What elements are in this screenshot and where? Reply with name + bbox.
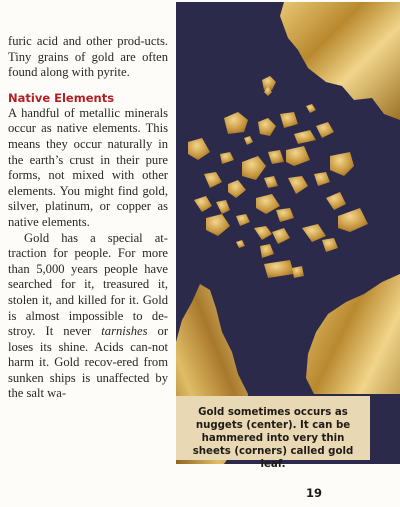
paragraph-gold bbox=[8, 231, 168, 403]
paragraph-continued: furic acid and other prod-ucts. Tiny grains of gold are often found along with pyrite. bbox=[8, 34, 168, 80]
nugget bbox=[292, 266, 304, 278]
italic-term-tarnishes: tarnishes bbox=[101, 324, 148, 339]
body-text-column bbox=[8, 34, 168, 402]
photo-caption: Gold sometimes occurs as nuggets (center). It can be hammered into very thin sheets (corners) called gold leaf. bbox=[176, 396, 370, 460]
paragraph-gold-text-b: or loses its shine. Acids can-not harm it. Gold recov-ered from sunken ships is unaffected by the salt wa- bbox=[8, 324, 169, 401]
paragraph-gold-text-a: Gold has a special at-traction for people. For more than 5,000 years people have searched for it, treasured it, stolen it, and killed for it. Gold is almost impossible to de-stroy. It never bbox=[8, 230, 168, 339]
section-heading: Native Elements bbox=[8, 90, 115, 105]
gold-nuggets-photo bbox=[176, 2, 400, 464]
paragraph-native-elements: A handful of metallic minerals occur as native elements. This means they occur naturally in the earth’s crust in their pure forms, not mixed with other elements. You might find gold, silver, platinum, or copper as native elements. bbox=[8, 105, 168, 229]
page-number: 19 bbox=[306, 486, 323, 500]
